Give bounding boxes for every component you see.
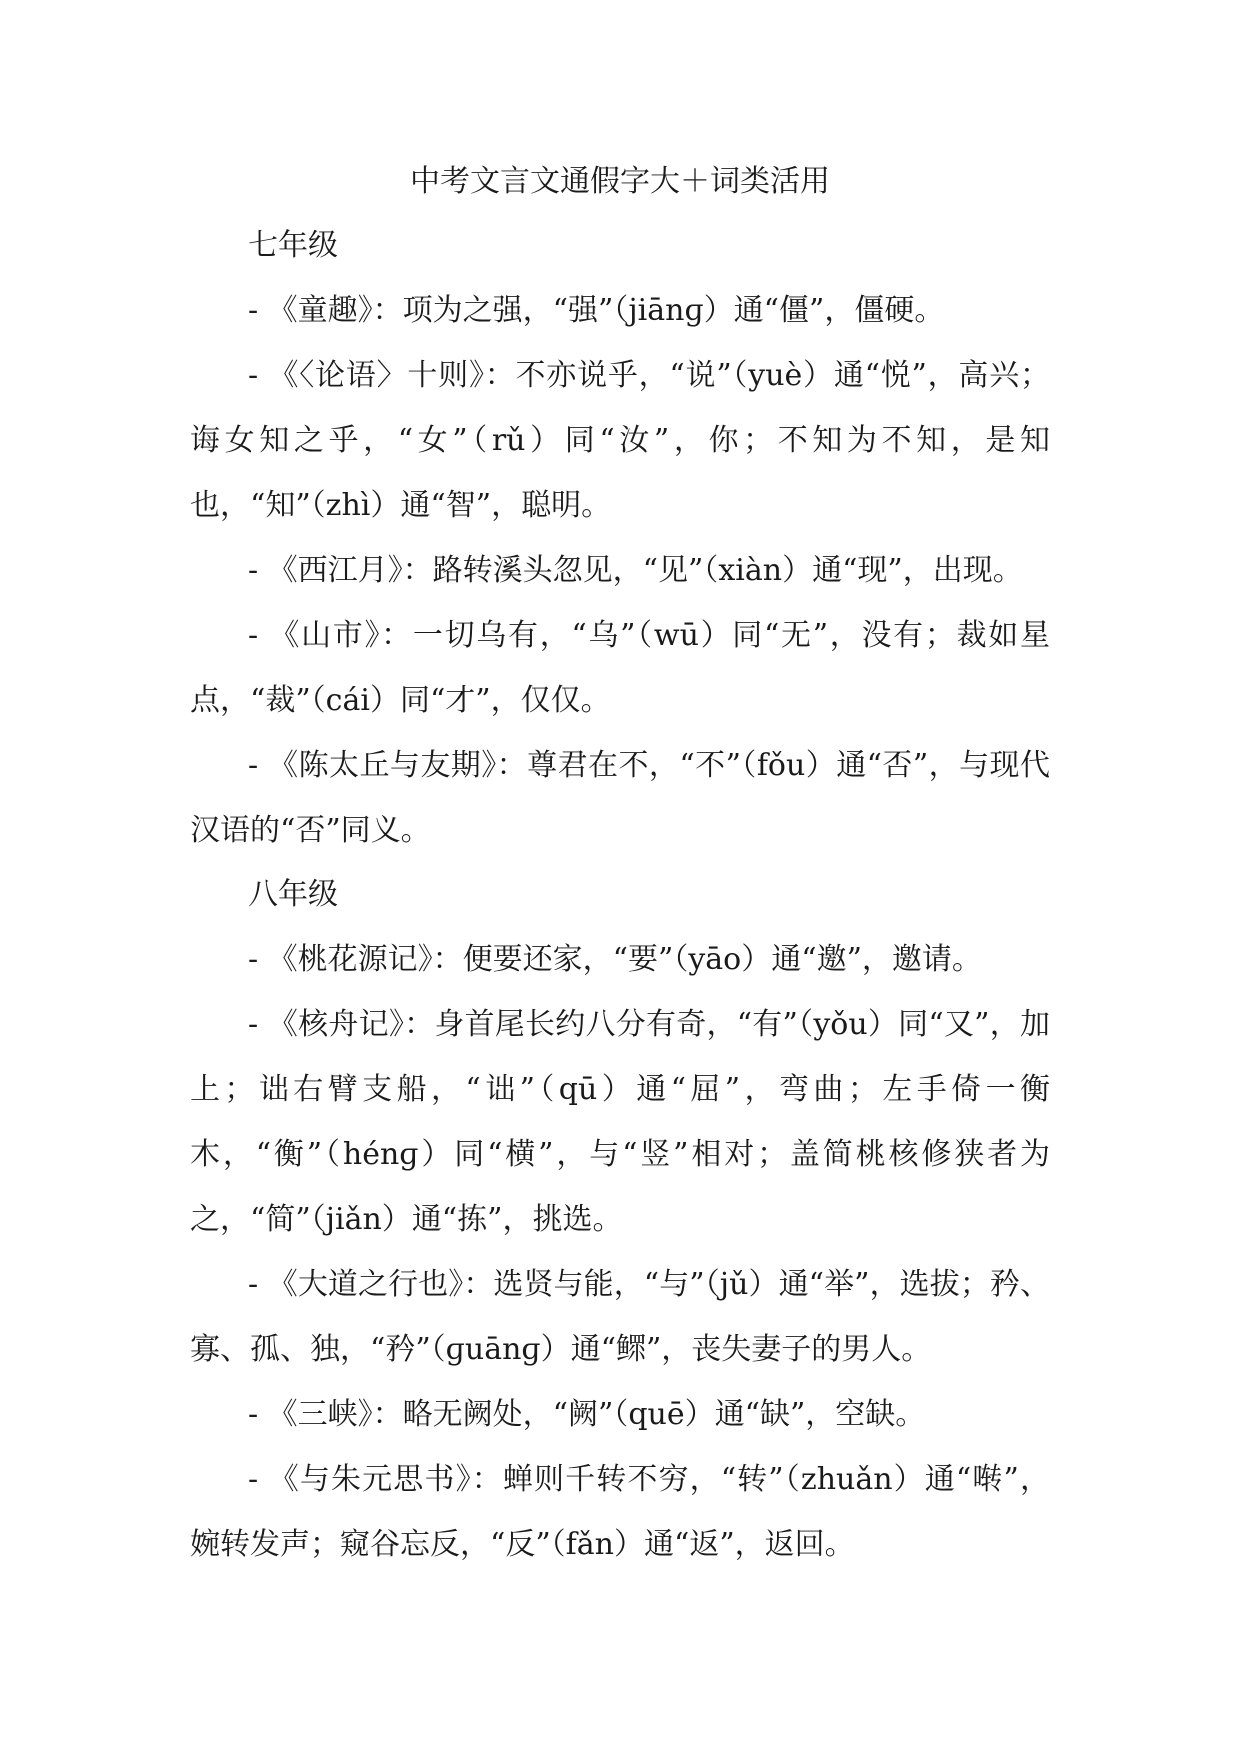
section-heading: 七年级 [248,228,338,263]
document-title: 中考文言文通假字大＋词类活用 [410,164,830,199]
list-item: - 《桃花源记》：便要还家，“要”（yāo）通“邀”，邀请。 [248,942,982,977]
list-item: - 《山市》：一切乌有，“乌”（wū）同“无”，没有；裁如星点，“裁”（cái）同“才”，仅仅。 [190,618,1050,718]
list-item: - 《〈论语〉十则》：不亦说乎，“说”（yuè）通“悦”，高兴；诲女知之乎，“女”（rǔ）同“汝”，你；不知为不知，是知也，“知”（zhì）通“智”，聪明。 [190,358,1050,523]
list-item: - 《大道之行也》：选贤与能，“与”（jǔ）通“举”，选拔；矜、寡、孤、独，“矜”（ɡuānɡ）通“鳏”，丧失妻子的男人。 [190,1267,1050,1367]
section-grade-7 [190,214,1050,863]
section-heading: 八年级 [248,877,338,912]
list-item: - 《陈太丘与友期》：尊君在不，“不”（fǒu）通“否”，与现代汉语的“否”同义。 [190,748,1050,848]
list-item: - 《核舟记》：身首尾长约八分有奇，“有”（yǒu）同“又”，加上；诎右臂支船，“诎”（qū）通“屈”，弯曲；左手倚一衡木，“衡”（hénɡ）同“横”，与“竖”相对；盖简桃核修狭者为之，“简”（jiǎn）通“拣”，挑选。 [190,1007,1050,1237]
list-item: - 《童趣》：项为之强，“强”（jiānɡ）通“僵”，僵硬。 [248,293,945,328]
list-item: - 《与朱元思书》：蝉则千转不穷，“转”（zhuǎn）通“啭”，婉转发声；窥谷忘反，“反”（fǎn）通“返”，返回。 [190,1462,1050,1562]
list-item: - 《西江月》：路转溪头忽见，“见”（xiàn）通“现”，出现。 [248,553,1023,588]
document-page [190,150,1050,1577]
list-item: - 《三峡》：略无阙处，“阙”（quē）通“缺”，空缺。 [248,1397,926,1432]
section-grade-8 [190,863,1050,1577]
